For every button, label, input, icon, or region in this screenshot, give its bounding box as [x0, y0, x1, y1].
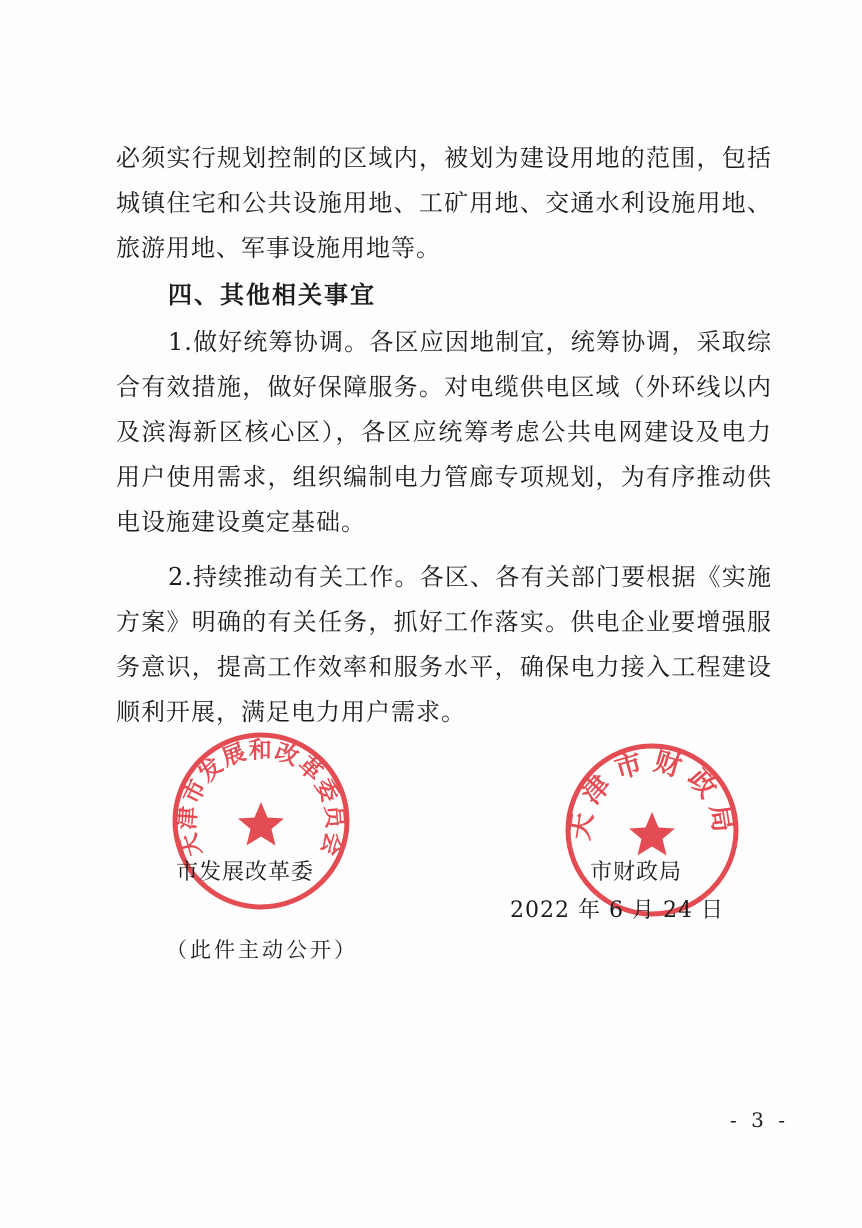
page-number: - 3 - — [730, 1108, 789, 1132]
seal-right-text: 天津市财政局 — [564, 745, 740, 843]
paragraph-coordination: 1.做好统筹协调。各区应因地制宜，统筹协调，采取综合有效措施，做好保障服务。对电缆供电区域（外环线以内及滨海新区核心区），各区应统筹考虑公共电网建设及电力用户使用需求，组织编制电力管廊专项规划，为有序推动供电设施建设奠定基础。 — [116, 328, 772, 536]
paragraph-land-scope: 必须实行规划控制的区域内，被划为建设用地的范围，包括城镇住宅和公共设施用地、工矿用地、交通水利设施用地、旅游用地、军事设施用地等。 — [116, 144, 772, 262]
seal-left-development-reform — [168, 728, 354, 914]
disclosure-note: （此件主动公开） — [166, 938, 358, 962]
seal-left-star-icon — [238, 802, 284, 846]
document-date: 2022 年 6 月 24 日 — [510, 898, 724, 923]
document-body — [116, 136, 772, 735]
signatory-right: 市财政局 — [590, 860, 683, 885]
paragraph-continue-work: 2.持续推动有关工作。各区、各有关部门要根据《实施方案》明确的有关任务，抓好工作落实。供电企业要增强服务意识，提高工作效率和服务水平，确保电力接入工程建设顺利开展，满足电力用户需求。 — [116, 563, 772, 726]
signatory-left: 市发展改革委 — [176, 860, 315, 885]
seal-right-star-icon — [629, 812, 675, 856]
svg-text:天津市发展和改革委员会 — [174, 737, 348, 860]
seal-left-text: 天津市发展和改革委员会 — [174, 737, 348, 860]
section-heading-other-matters: 四、其他相关事宜 — [168, 281, 376, 309]
